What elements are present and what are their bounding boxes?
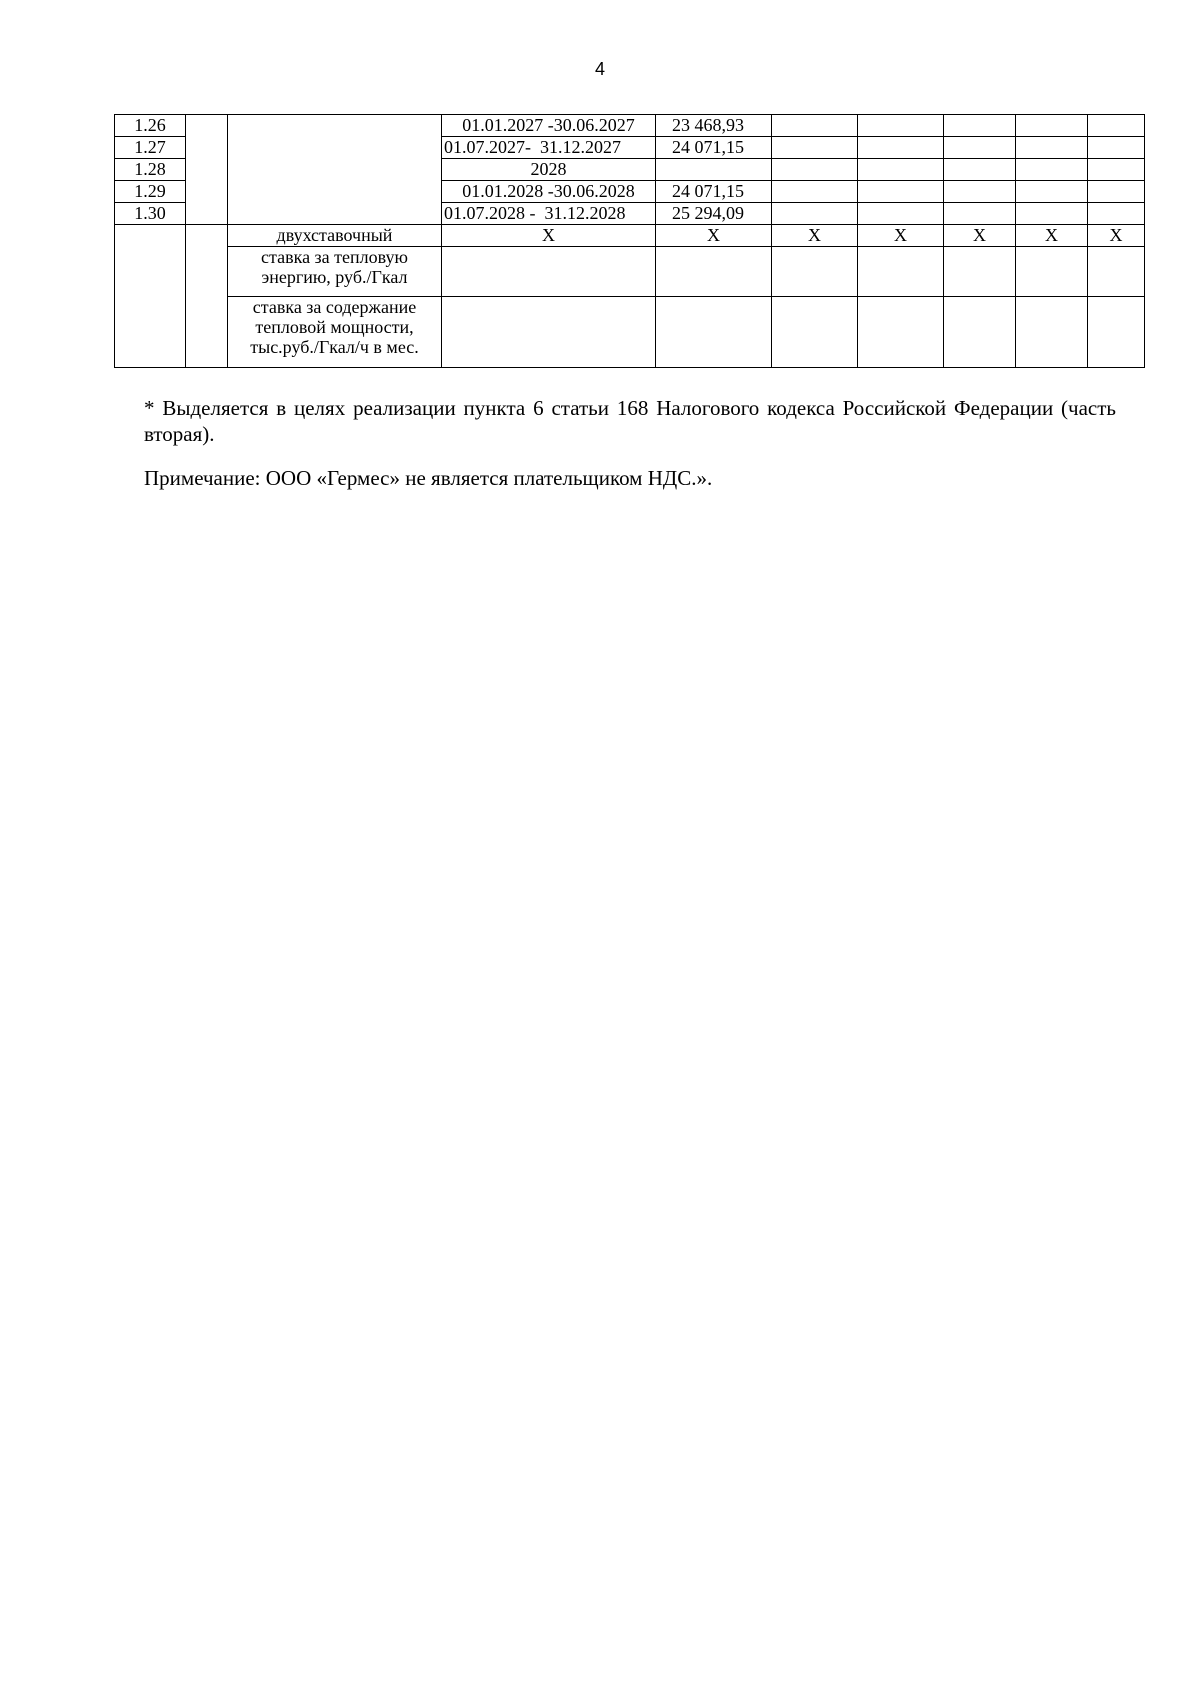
empty-cell bbox=[858, 137, 944, 159]
footnote-note: Примечание: ООО «Гермес» не является плательщиком НДС.». bbox=[144, 466, 713, 490]
empty-cell bbox=[944, 203, 1016, 225]
empty-cell bbox=[228, 115, 442, 225]
rate-label: ставка за содержание тепловой мощности, тыс.руб./Гкал/ч в мес. bbox=[228, 297, 442, 368]
empty-cell bbox=[858, 159, 944, 181]
x-mark: Х bbox=[656, 225, 772, 247]
period-cell: 01.01.2028 -30.06.2028 bbox=[442, 181, 656, 203]
empty-cell bbox=[1016, 247, 1088, 297]
empty-cell bbox=[772, 159, 858, 181]
empty-cell bbox=[1088, 159, 1145, 181]
empty-cell bbox=[858, 297, 944, 368]
empty-cell bbox=[772, 115, 858, 137]
empty-cell bbox=[115, 225, 186, 368]
tariff-table bbox=[114, 114, 1145, 368]
row-number: 1.29 bbox=[115, 181, 186, 203]
empty-cell bbox=[944, 115, 1016, 137]
value-cell bbox=[656, 159, 772, 181]
empty-cell bbox=[186, 225, 228, 368]
empty-cell bbox=[1088, 181, 1145, 203]
x-mark: Х bbox=[1088, 225, 1145, 247]
x-mark: Х bbox=[1016, 225, 1088, 247]
row-number: 1.30 bbox=[115, 203, 186, 225]
x-mark: Х bbox=[772, 225, 858, 247]
empty-cell bbox=[1088, 115, 1145, 137]
empty-cell bbox=[772, 297, 858, 368]
empty-cell bbox=[772, 181, 858, 203]
row-number: 1.26 bbox=[115, 115, 186, 137]
period-cell: 01.07.2027- 31.12.2027 bbox=[442, 137, 656, 159]
table-row bbox=[115, 225, 1145, 247]
empty-cell bbox=[858, 203, 944, 225]
empty-cell bbox=[858, 115, 944, 137]
empty-cell bbox=[944, 137, 1016, 159]
empty-cell bbox=[944, 247, 1016, 297]
value-cell: 24 071,15 bbox=[656, 181, 772, 203]
empty-cell bbox=[944, 297, 1016, 368]
empty-cell bbox=[1016, 115, 1088, 137]
empty-cell bbox=[858, 247, 944, 297]
period-cell: 01.07.2028 - 31.12.2028 bbox=[442, 203, 656, 225]
row-number: 1.27 bbox=[115, 137, 186, 159]
period-cell: 01.01.2027 -30.06.2027 bbox=[442, 115, 656, 137]
empty-cell bbox=[1088, 137, 1145, 159]
table-row bbox=[115, 115, 1145, 137]
rate-label: ставка за тепловую энергию, руб./Гкал bbox=[228, 247, 442, 297]
empty-cell bbox=[442, 297, 656, 368]
table-row bbox=[115, 297, 1145, 368]
empty-cell bbox=[772, 203, 858, 225]
x-mark: Х bbox=[858, 225, 944, 247]
empty-cell bbox=[1088, 247, 1145, 297]
empty-cell bbox=[1016, 159, 1088, 181]
empty-cell bbox=[1016, 181, 1088, 203]
two-part-label: двухставочный bbox=[228, 225, 442, 247]
empty-cell bbox=[944, 181, 1016, 203]
empty-cell bbox=[656, 247, 772, 297]
empty-cell bbox=[772, 247, 858, 297]
empty-cell bbox=[1088, 203, 1145, 225]
period-cell: 2028 bbox=[442, 159, 656, 181]
empty-cell bbox=[656, 297, 772, 368]
empty-cell bbox=[1088, 297, 1145, 368]
page-number: 4 bbox=[594, 59, 605, 79]
row-number: 1.28 bbox=[115, 159, 186, 181]
empty-cell bbox=[1016, 137, 1088, 159]
value-cell: 24 071,15 bbox=[656, 137, 772, 159]
empty-cell bbox=[442, 247, 656, 297]
empty-cell bbox=[772, 137, 858, 159]
empty-cell bbox=[858, 181, 944, 203]
empty-cell bbox=[1016, 203, 1088, 225]
empty-cell bbox=[186, 115, 228, 225]
value-cell: 23 468,93 bbox=[656, 115, 772, 137]
x-mark: Х bbox=[944, 225, 1016, 247]
footnote-asterisk: * Выделяется в целях реализации пункта 6 статьи 168 Налогового кодекса Российской Федерации (часть вторая). bbox=[144, 396, 1116, 446]
empty-cell bbox=[1016, 297, 1088, 368]
x-mark: Х bbox=[442, 225, 656, 247]
empty-cell bbox=[944, 159, 1016, 181]
value-cell: 25 294,09 bbox=[656, 203, 772, 225]
table-row bbox=[115, 247, 1145, 297]
